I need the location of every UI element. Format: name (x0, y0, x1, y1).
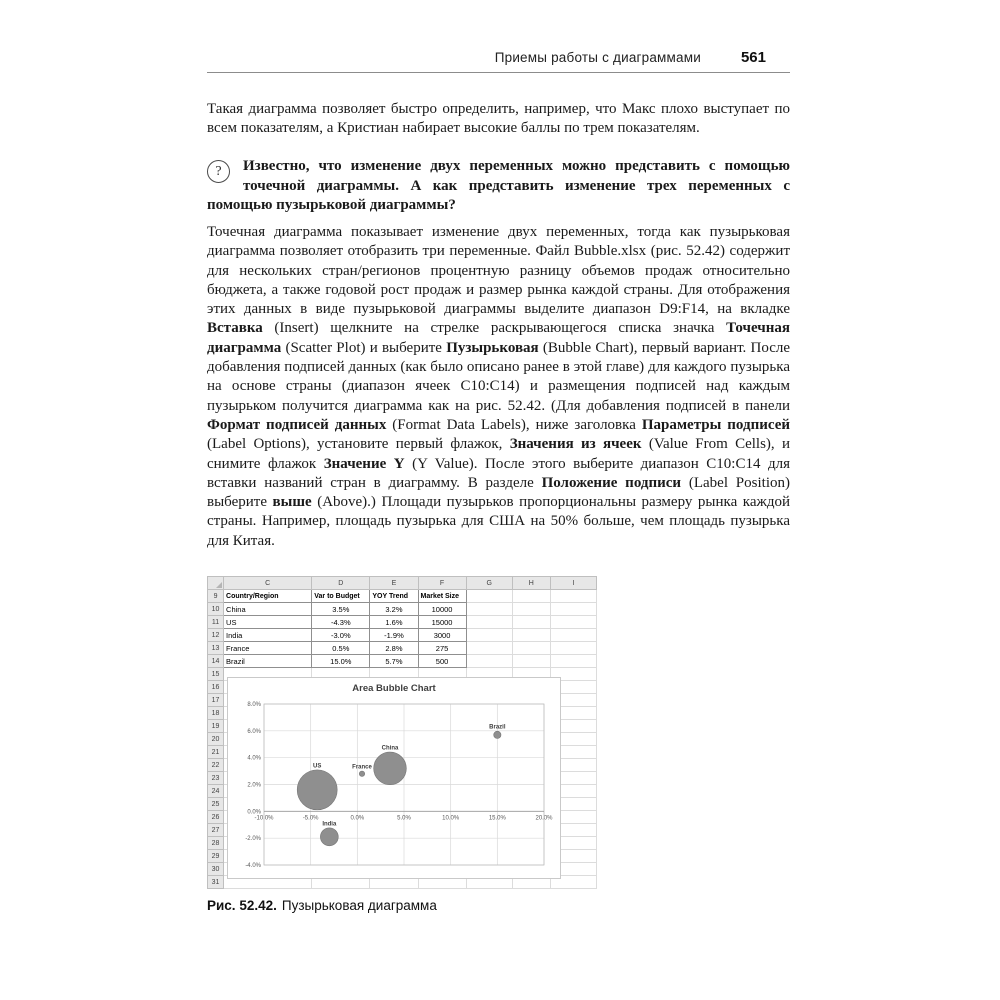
sheet-row-10 (208, 603, 597, 616)
sheet-cell-H10 (512, 603, 550, 616)
sheet-cell-E11: 1.6% (370, 616, 418, 629)
row-header-17: 17 (208, 694, 224, 707)
chart-title: Area Bubble Chart (352, 683, 436, 694)
sheet-cell-E9: YOY Trend (370, 590, 418, 603)
bubble-label-france: France (352, 764, 372, 771)
sheet-cell-D14: 15.0% (312, 655, 370, 668)
row-header-13: 13 (208, 642, 224, 655)
row-header-29: 29 (208, 850, 224, 863)
sheet-cell-I12 (550, 629, 596, 642)
row-header-22: 22 (208, 759, 224, 772)
sheet-cell-D10: 3.5% (312, 603, 370, 616)
sheet-cell-C11: US (224, 616, 312, 629)
sheet-cell-H11 (512, 616, 550, 629)
bubble-brazil (494, 731, 501, 738)
sheet-cell-C10: China (224, 603, 312, 616)
row-header-26: 26 (208, 811, 224, 824)
question-text: Известно, что изменение двух переменных можно представить с помощью точечной диаграммы. А как представить изменение трех переменных с помощью пузырьковой диаграммы? (207, 158, 790, 213)
column-header-C: C (224, 577, 312, 590)
sheet-cell-I14 (550, 655, 596, 668)
sheet-cell-E10: 3.2% (370, 603, 418, 616)
sheet-cell-H12 (512, 629, 550, 642)
sheet-cell-G10 (466, 603, 512, 616)
sheet-cell-H13 (512, 642, 550, 655)
column-header-H: H (512, 577, 550, 590)
sheet-cell-C12: India (224, 629, 312, 642)
sheet-cell-G14 (466, 655, 512, 668)
sheet-cell-G13 (466, 642, 512, 655)
x-tick-label: -10.0% (254, 815, 274, 822)
sheet-cell-F14: 500 (418, 655, 466, 668)
bubble-label-us: US (313, 763, 322, 770)
row-header-18: 18 (208, 707, 224, 720)
sheet-cell-H9 (512, 590, 550, 603)
bubble-india (320, 828, 338, 846)
header-rule (207, 72, 790, 73)
bubble-chart-plot (228, 699, 560, 877)
figure-52-42 (207, 576, 790, 913)
intro-paragraph: Такая диаграмма позволяет быстро определить, например, что Макс плохо выступает по всем показателям, а Кристиан набирает высокие баллы по трем показателям. (207, 101, 790, 137)
sheet-row-12 (208, 629, 597, 642)
row-header-14: 14 (208, 655, 224, 668)
sheet-row-11 (208, 616, 597, 629)
row-header-31: 31 (208, 876, 224, 889)
x-tick-label: 10.0% (442, 815, 460, 822)
y-tick-label: 6.0% (247, 728, 261, 735)
y-tick-label: 0.0% (247, 809, 261, 816)
x-tick-label: -5.0% (302, 815, 319, 822)
row-header-27: 27 (208, 824, 224, 837)
y-tick-label: -2.0% (245, 836, 261, 843)
caption-label: Рис. 52.42. (207, 898, 277, 913)
caption-text: Пузырьковая диаграмма (281, 898, 437, 913)
bubble-label-china: China (381, 745, 399, 752)
y-tick-label: 4.0% (247, 755, 261, 762)
sheet-cell-D12: -3.0% (312, 629, 370, 642)
sheet-cell-C9: Country/Region (224, 590, 312, 603)
sheet-cell-E12: -1.9% (370, 629, 418, 642)
x-tick-label: 0.0% (350, 815, 365, 822)
sheet-row-9 (208, 590, 597, 603)
sheet-cell-F13: 275 (418, 642, 466, 655)
bubble-china (374, 752, 407, 785)
sheet-cell-G12 (466, 629, 512, 642)
column-header-I: I (550, 577, 596, 590)
column-header-F: F (418, 577, 466, 590)
row-header-25: 25 (208, 798, 224, 811)
x-tick-label: 20.0% (535, 815, 553, 822)
sheet-row-13 (208, 642, 597, 655)
excel-screenshot (207, 576, 597, 889)
row-header-20: 20 (208, 733, 224, 746)
header-title: Приемы работы с диаграммами (494, 50, 701, 65)
sheet-cell-D11: -4.3% (312, 616, 370, 629)
row-header-11: 11 (208, 616, 224, 629)
sheet-cell-F11: 15000 (418, 616, 466, 629)
row-header-28: 28 (208, 837, 224, 850)
sheet-cell-F9: Market Size (418, 590, 466, 603)
y-tick-label: 2.0% (247, 782, 261, 789)
sheet-cell-C14: Brazil (224, 655, 312, 668)
main-paragraph: Точечная диаграмма показывает изменение двух переменных, тогда как пузырьковая диаграмма позволяет отобразить три переменные. Файл Bubble.xlsx (рис. 52.42) содержит для нескольких стран/регионов процентную разницу объемов продаж относительно бюджета, а также годовой рост продаж и размер рынка каждой страны. Для отображения этих данных в виде пузырьковой диаграммы выделите диапазон D9:F14, на вкладке Вставка (Insert) щелкните на стрелке раскрывающегося списка значка Точечная диаграмма (Scatter Plot) и выберите Пузырьковая (Bubble Chart), первый вариант. После добавления подписей данных (как было описано ранее в этой главе) для каждого пузырька на основе страны (диапазон ячеек C10:C14) и размещения подписей над каждым пузырьком получится диаграмма как на рис. 52.42. (Для добавления подписей в панели Формат подписей данных (Format Data Labels), ниже заголовка Параметры подписей (Label Options), установите первый флажок, Значения из ячеек (Value From Cells), и снимите флажок Значение Y (Y Value). После этого выберите диапазон C10:C14 для вставки названий стран в диаграмму. В разделе Положение подписи (Label Position) выберите выше (Above).) Площади пузырьков пропорциональны размеру рынка каждой страны. Например, площадь пузырька для США на 50% больше, чем площадь пузырька для Китая. (207, 224, 791, 549)
y-tick-label: -4.0% (245, 863, 261, 869)
question-block (207, 157, 790, 216)
row-header-9: 9 (208, 590, 224, 603)
select-all-corner (208, 577, 224, 590)
sheet-cell-G11 (466, 616, 512, 629)
column-header-row (208, 577, 597, 590)
sheet-cell-F10: 10000 (418, 603, 466, 616)
sheet-cell-I11 (550, 616, 596, 629)
row-header-30: 30 (208, 863, 224, 876)
row-header-10: 10 (208, 603, 224, 616)
select-all-icon (216, 582, 222, 588)
bubble-chart (227, 677, 561, 879)
x-tick-label: 5.0% (397, 815, 411, 822)
column-header-G: G (466, 577, 512, 590)
row-header-24: 24 (208, 785, 224, 798)
sheet-cell-I10 (550, 603, 596, 616)
bubble-france (359, 771, 364, 776)
bubble-us (297, 770, 337, 810)
column-header-D: D (312, 577, 370, 590)
page-number: 561 (740, 49, 766, 66)
sheet-cell-D13: 0.5% (312, 642, 370, 655)
row-header-12: 12 (208, 629, 224, 642)
sheet-cell-C13: France (224, 642, 312, 655)
row-header-23: 23 (208, 772, 224, 785)
sheet-cell-E13: 2.8% (370, 642, 418, 655)
page-header (207, 49, 790, 67)
sheet-cell-F12: 3000 (418, 629, 466, 642)
sheet-row-14 (208, 655, 597, 668)
row-header-21: 21 (208, 746, 224, 759)
figure-caption (207, 898, 437, 913)
row-header-15: 15 (208, 668, 224, 681)
sheet-cell-D9: Var to Budget (312, 590, 370, 603)
row-header-19: 19 (208, 720, 224, 733)
question-mark-icon: ? (207, 160, 230, 183)
sheet-cell-I13 (550, 642, 596, 655)
bubble-label-india: India (322, 821, 337, 828)
sheet-cell-E14: 5.7% (370, 655, 418, 668)
column-header-E: E (370, 577, 418, 590)
sheet-cell-I9 (550, 590, 596, 603)
x-tick-label: 15.0% (488, 815, 506, 822)
sheet-cell-G9 (466, 590, 512, 603)
sheet-cell-H14 (512, 655, 550, 668)
y-tick-label: 8.0% (247, 702, 261, 708)
bubble-label-brazil: Brazil (489, 724, 506, 731)
row-header-16: 16 (208, 681, 224, 694)
